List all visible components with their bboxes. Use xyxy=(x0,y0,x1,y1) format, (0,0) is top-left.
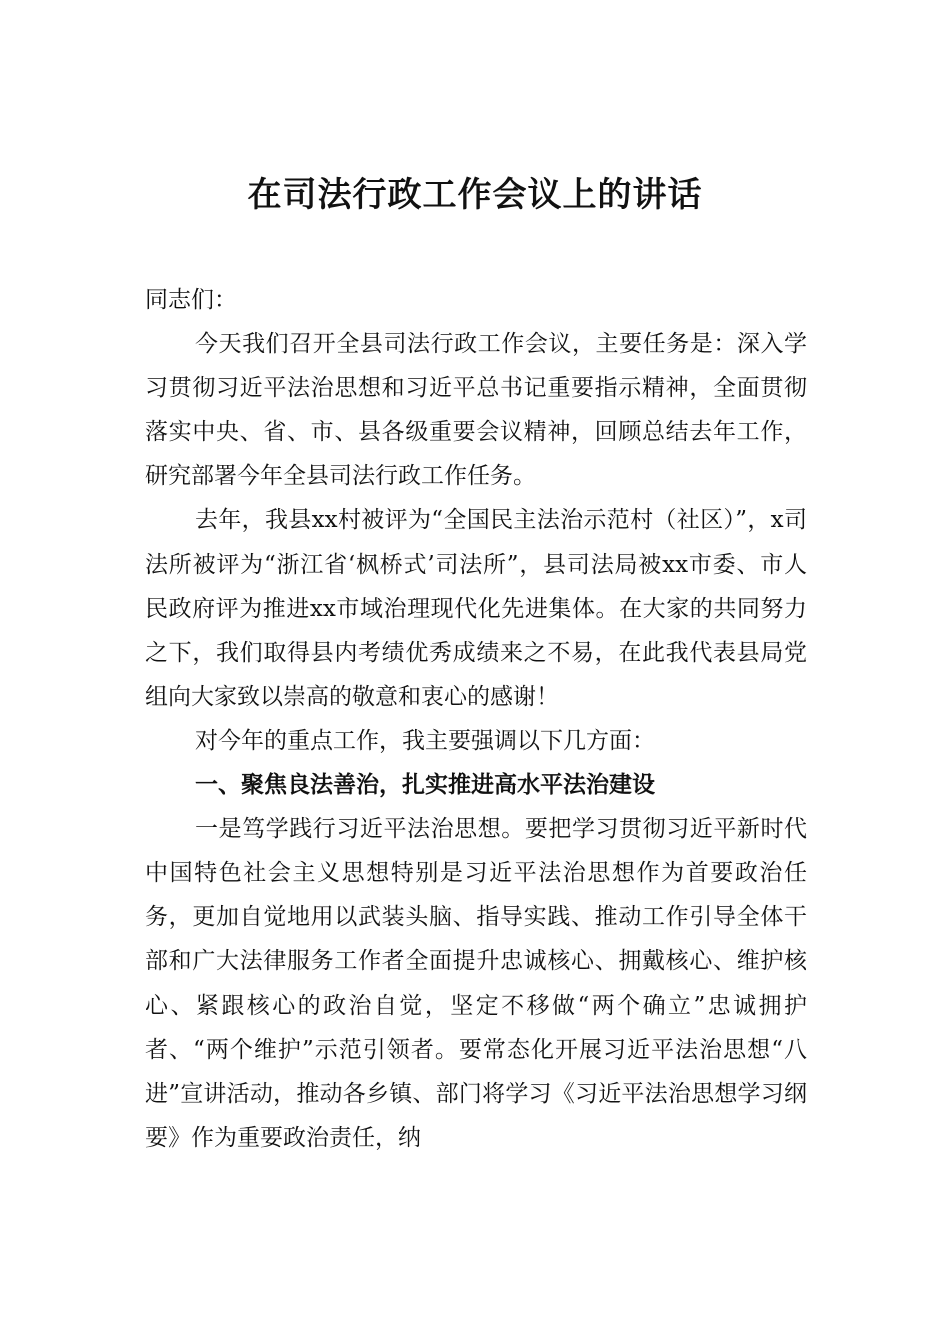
paragraph-section-one: 一是笃学践行习近平法治思想。要把学习贯彻习近平新时代中国特色社会主义思想特别是习近平法治思想作为首要政治任务，更加自觉地用以武装头脑、指导实践、推动工作引导全体干部和广大法律服务工作者全面提升忠诚核心、拥戴核心、维护核心、紧跟核心的政治自觉，坚定不移做“两个确立”忠诚拥护者、“两个维护”示范引领者。要常态化开展习近平法治思想“八进”宣讲活动，推动各乡镇、部门将学习《习近平法治思想学习纲要》作为重要政治责任，纳 xyxy=(145,816,807,1151)
paragraph-key-work: 对今年的重点工作，我主要强调以下几方面： xyxy=(195,727,655,754)
section-heading: 一、聚焦良法善治，扎实推进高水平法治建设 xyxy=(195,772,655,799)
paragraph-achievements: 去年，我县xx村被评为“全国民主法治示范村（社区）”，x司法所被评为“浙江省‘枫桥式’司法所”，县司法局被xx市委、市人民政府评为推进xx市域治理现代化先进集体。在大家的共同努力之下，我们取得县内考绩优秀成绩来之不易，在此我代表县局党组向大家致以崇高的敬意和衷心的感谢！ xyxy=(145,507,807,710)
document-body xyxy=(145,278,807,1160)
document-title: 在司法行政工作会议上的讲话 xyxy=(247,175,703,215)
salutation: 同志们： xyxy=(145,287,237,313)
paragraph-intro: 今天我们召开全县司法行政工作会议，主要任务是：深入学习贯彻习近平法治思想和习近平总书记重要指示精神，全面贯彻落实中央、省、市、县各级重要会议精神，回顾总结去年工作，研究部署今年全县司法行政工作任务。 xyxy=(145,331,807,490)
